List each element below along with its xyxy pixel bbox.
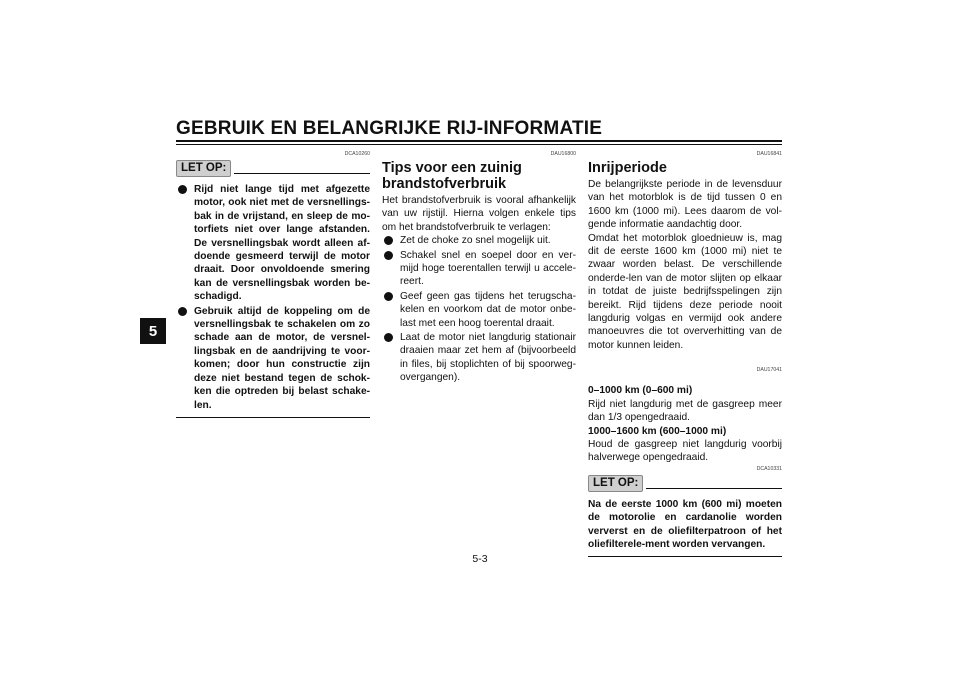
caution-header: [588, 475, 782, 492]
subsection-heading: 0–1000 km (0–600 mi): [588, 385, 693, 397]
section-title: Inrijperiode: [588, 160, 667, 176]
reference-code: DAU17041: [756, 367, 782, 374]
paragraph: Rijd niet langdurig met de gasgreep meer dan 1/3 opengedraaid.: [588, 398, 782, 424]
section-title: Tips voor een zuinig brandstofverbruik: [382, 160, 522, 192]
column-1: [176, 150, 370, 418]
caution-label: LET OP:: [176, 160, 231, 177]
bullet-text: Laat de motor niet langdurig stationair draaien maar zet hem af (bijvoorbeeld in files, bij stoplichten of bij spoorweg-overgangen).: [400, 332, 576, 384]
caution-body: [176, 183, 370, 412]
bullet-text: Rijd niet lange tijd met afgezette motor, ook niet met de versnellings-bak in de vrijstand, en sleep de mo-torfiets niet over lange afstanden. De versnellingsbak wordt alleen af-doende gesmeerd terwijl de motor draait. Door onvoldoende smering kan de versnellingsbak worden be-schadigd.: [194, 184, 370, 303]
caution-header: [176, 160, 370, 177]
bullet-icon: [384, 292, 393, 301]
header-rule: [176, 140, 782, 145]
reference-code: DAU16800: [550, 151, 576, 157]
bullet-text: Gebruik altijd de koppeling om de versnellingsbak te schakelen om zo schade aan de motor, de versnel-lingsbak en de aandrijving te voor-komen; door hun constructie zijn deze niet bestand tegen de schok-ken die optreden bij belast schake-len.: [194, 305, 370, 411]
paragraph: Omdat het motorblok gloednieuw is, mag dit de eerste 1600 km (1000 mi) niet te zwaar worden belast. De verschillende onderde-len van de motor slijten op elkaar in totdat de juiste bedrijfsspelingen zijn bereikt. Rijd tijdens deze periode nooit langdurig volgas en vermijd ook andere manoeuvres die tot oververhitting van de motor kunnen leiden.: [588, 232, 782, 351]
bullet-icon: [384, 236, 393, 245]
column-3: [588, 150, 782, 557]
caution-rule: [234, 163, 370, 174]
paragraph: Houd de gasgreep niet langdurig voorbij halverwege opengedraaid.: [588, 438, 782, 464]
column-2: [382, 150, 576, 386]
caution-rule: [646, 478, 782, 489]
page-title: GEBRUIK EN BELANGRIJKE RIJ-INFORMATIE: [176, 118, 603, 139]
paragraph: De belangrijkste periode in de levensduur van het motorblok is de tijd tussen 0 en 1600 km (1000 mi). Lees daarom de vol-gende informatie aandachtig door.: [588, 179, 782, 231]
bullet-text: Geef geen gas tijdens het terugscha-kelen en voorkom dat de motor onbe-last met een hoog toerental draait.: [400, 290, 576, 329]
list-item: [382, 290, 576, 330]
tips-list: [382, 234, 576, 384]
page-number: 5-3: [472, 553, 488, 565]
bullet-icon: [178, 185, 187, 194]
reference-code: DCA10331: [756, 465, 782, 472]
bullet-text: Zet de choke zo snel mogelijk uit.: [400, 235, 551, 247]
list-item: [176, 305, 370, 412]
bullet-text: Schakel snel en soepel door en ver-mijd hoge toerentallen terwijl u accele-reert.: [400, 249, 576, 288]
caution-label: LET OP:: [588, 475, 643, 492]
list-item: [176, 183, 370, 304]
reference-code: DAU16841: [756, 151, 782, 157]
reference-code: DCA10260: [344, 151, 370, 157]
list-item: [382, 331, 576, 385]
subsection-heading: 1000–1600 km (600–1000 mi): [588, 425, 727, 437]
list-item: [382, 249, 576, 289]
spacer: [588, 374, 782, 384]
caution-end-rule: [176, 417, 370, 418]
bullet-icon: [178, 307, 187, 316]
bullet-icon: [384, 333, 393, 342]
intro-paragraph: Het brandstofverbruik is vooral afhankelijk van uw rijstijl. Hierna volgen enkele tips om het brandstofverbruik te verlagen:: [382, 195, 576, 233]
caution-body: Na de eerste 1000 km (600 mi) moeten de motorolie en cardanolie worden ververst en de oliefilterpatroon of het oliefilterele-ment worden vervangen.: [588, 498, 782, 550]
list-item: [382, 234, 576, 247]
bullet-icon: [384, 251, 393, 260]
chapter-tab: 5: [140, 318, 166, 344]
